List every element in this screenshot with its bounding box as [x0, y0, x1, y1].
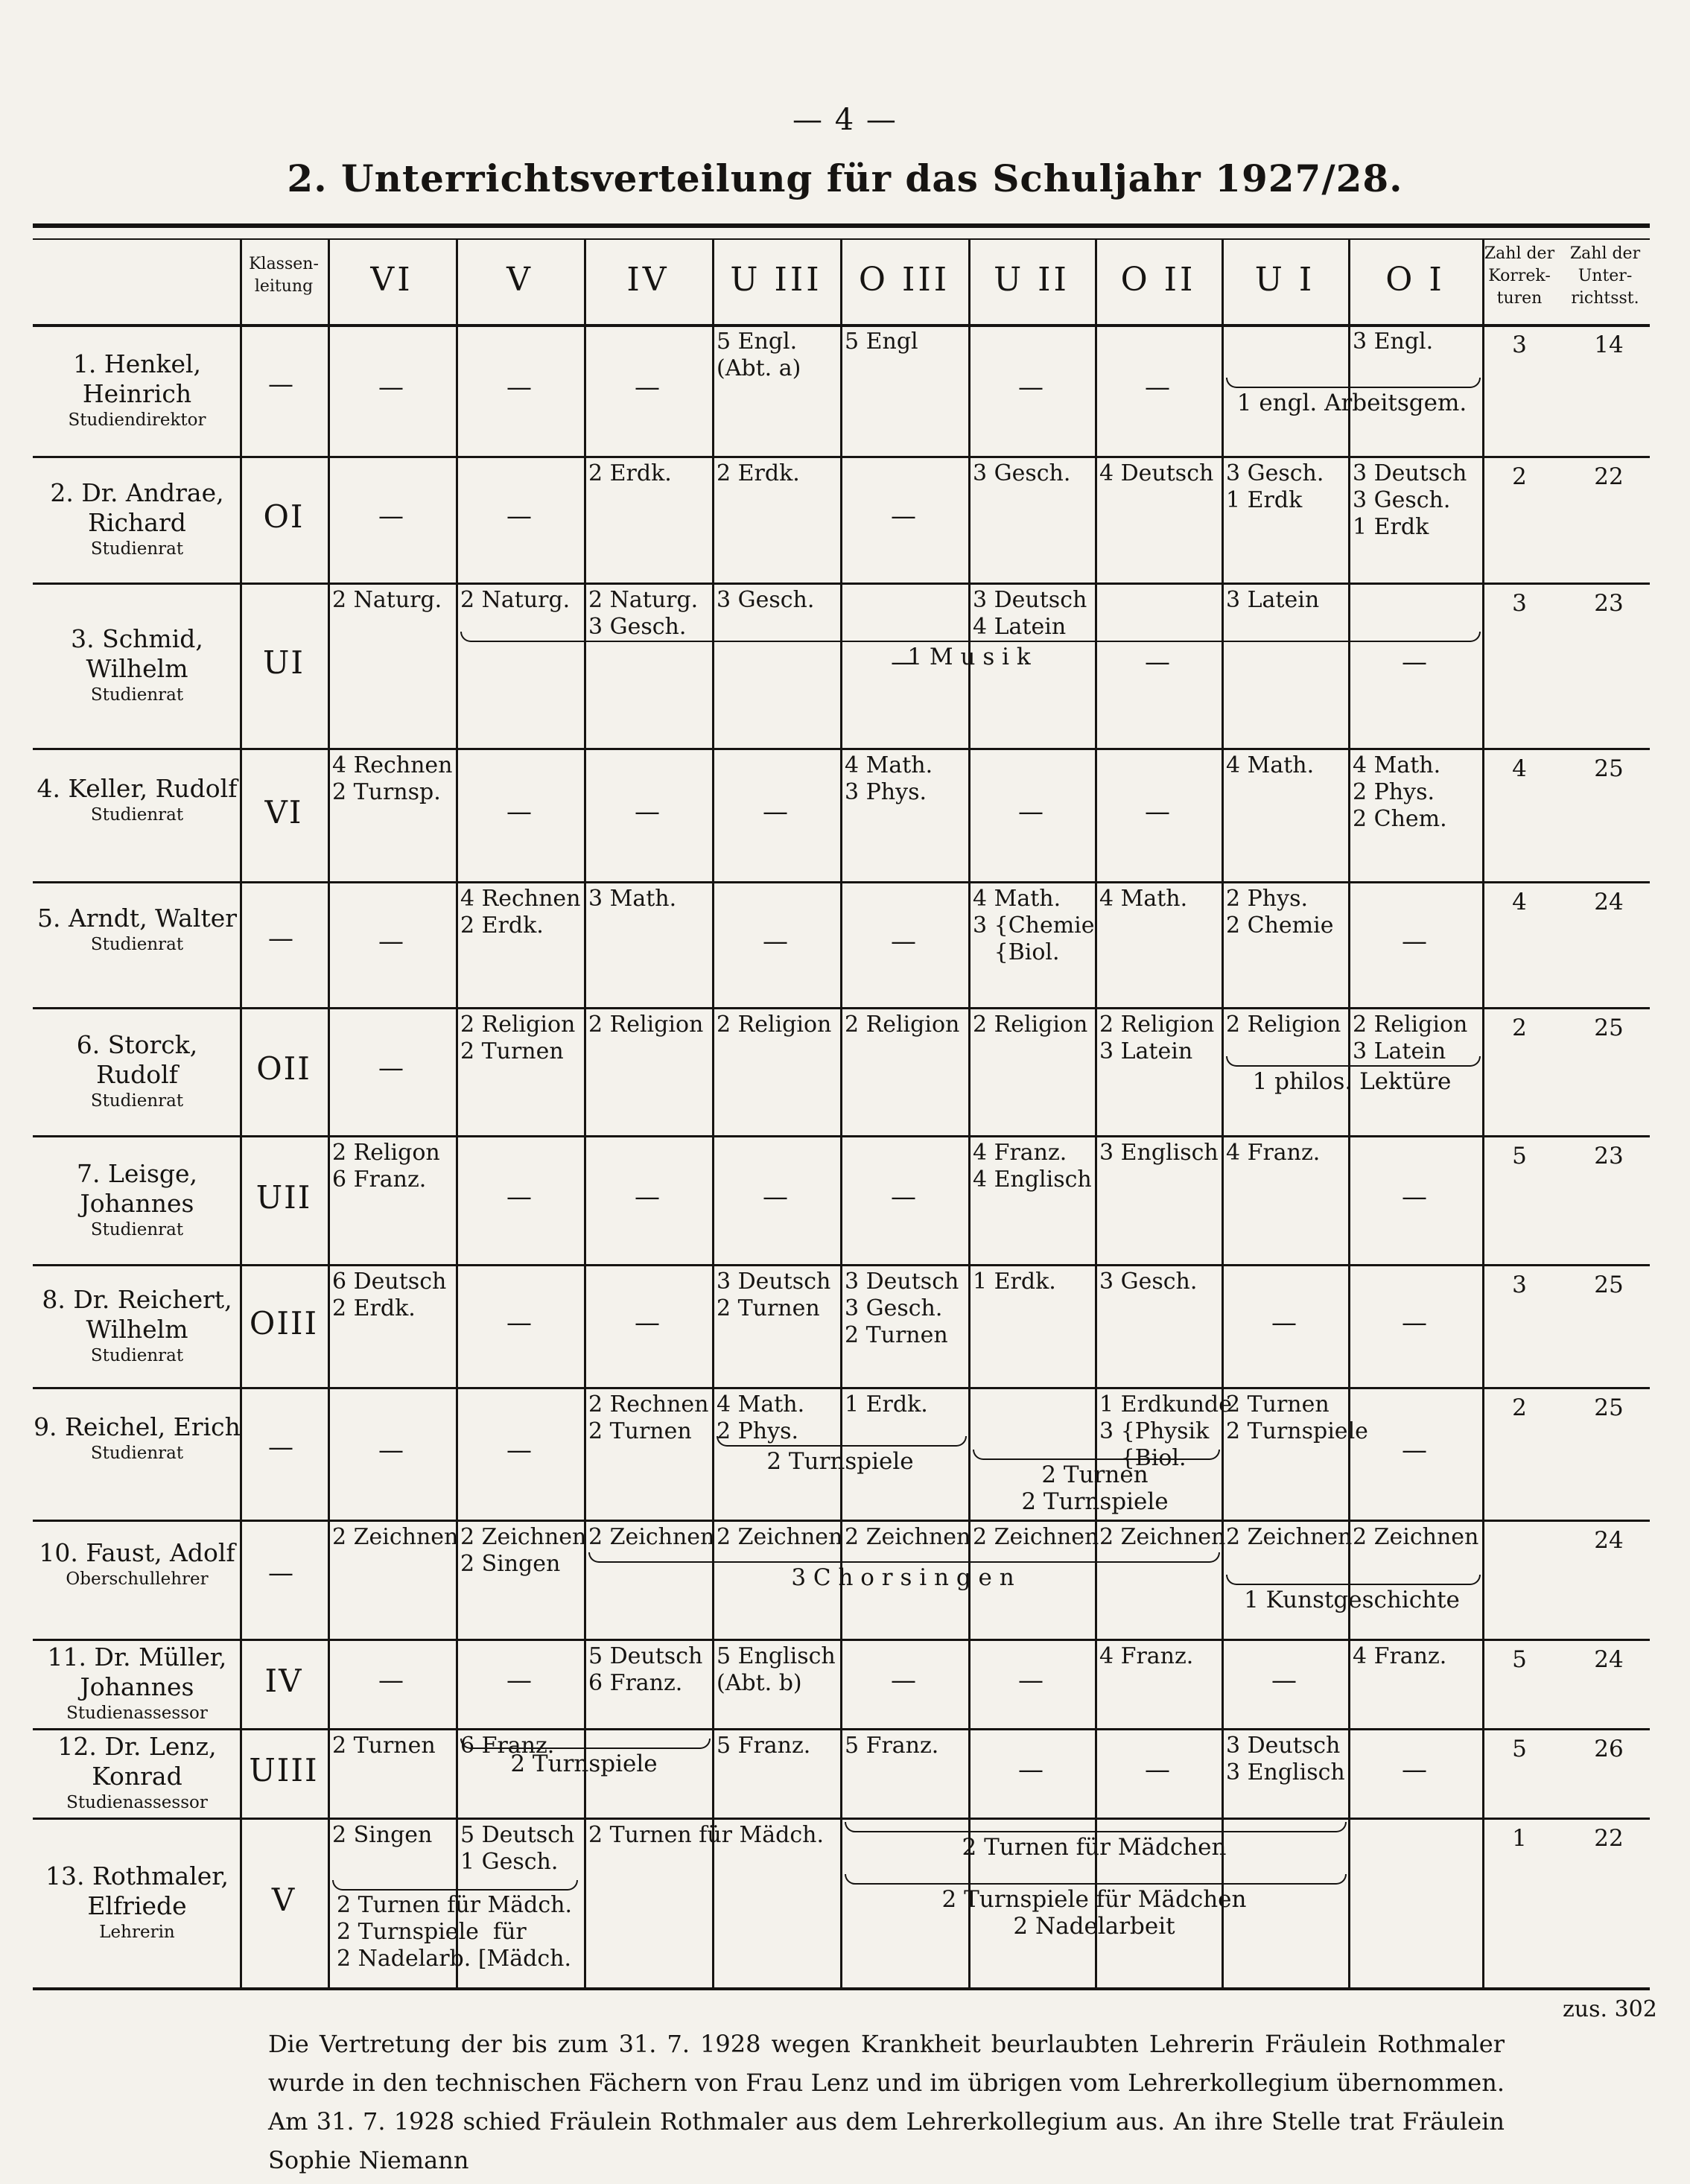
klassenleitung-cell: V [271, 1882, 296, 1918]
span-brace [588, 1552, 1220, 1563]
column-rule [584, 240, 586, 1987]
teacher-name [33, 1861, 241, 1943]
empty-cell-dash: — [506, 1307, 532, 1338]
subject-cell: 2 Zeichnen [973, 1524, 1099, 1550]
teacher-name [33, 1412, 241, 1464]
header-klassenleitung: Klassen- leitung [249, 255, 319, 296]
subject-cell: 4 Franz. [1353, 1643, 1447, 1669]
korrekturen-cell: 4 [1512, 755, 1527, 782]
klassenleitung-cell: OIII [249, 1304, 319, 1342]
empty-cell-dash: — [506, 501, 532, 531]
teacher-rank: Studienassessor [66, 1704, 208, 1723]
empty-cell-dash: — [1145, 647, 1170, 677]
empty-cell-dash: — [1018, 1755, 1043, 1785]
span-brace [845, 1822, 1347, 1832]
page-title: 2. Unterrichtsverteilung für das Schuljahr 1927/28. [287, 156, 1403, 200]
klassenleitung-cell: OII [256, 1050, 311, 1087]
empty-cell-dash: — [378, 926, 404, 956]
korrekturen-cell: 2 [1512, 1015, 1527, 1041]
teacher-name [33, 904, 241, 956]
subject-cell: 1 Erdkunde 3 {Physik {Biol. [1099, 1391, 1232, 1471]
subject-cell: 3 Gesch. [973, 460, 1071, 486]
subject-cell: 4 Math. 3 Phys. [845, 752, 933, 805]
footnote: Die Vertretung der bis zum 31. 7. 1928 wegen Krankheit beurlaubten Lehrerin Fräulein Rothmaler wurde in den technischen Fächern von Frau Lenz und im übrigen vom Lehrerkollegium übernommen. Am 31. 7. 1928 schied Fräulein Rothmaler aus dem Lehrerkollegium aus. An ihre Stelle trat Fräulein Sophie Niemann [268, 2030, 1505, 2174]
teacher-name [33, 1285, 241, 1367]
teacher-rank: Oberschullehrer [66, 1569, 209, 1589]
header-class: VI [370, 261, 413, 299]
teacher-name [33, 624, 241, 706]
subject-cell: 2 Religion [845, 1012, 960, 1038]
teacher-name-text: 8. Dr. Reichert, Wilhelm [42, 1284, 232, 1344]
subject-cell: 4 Math. [1226, 752, 1315, 778]
span3-label: 2 Turnen für Mädch. 2 Turnspiele für 2 Nadelarb. [Mädch. [337, 1892, 572, 1972]
korrekturen-cell: 5 [1512, 1646, 1527, 1673]
korrekturen-cell: 3 [1512, 331, 1527, 358]
subject-cell: 2 Zeichnen [332, 1524, 459, 1550]
empty-cell-dash: — [378, 1435, 404, 1465]
subject-cell: 3 Deutsch 3 Gesch. 1 Erdk [1353, 460, 1467, 540]
teacher-name-text: 5. Arndt, Walter [36, 903, 238, 933]
klassenleitung-dash: — [268, 923, 293, 953]
subject-cell: 2 Zeichnen [1353, 1524, 1479, 1550]
subject-cell: 2 Erdk. [588, 460, 672, 486]
subject-cell: 5 Deutsch 1 Gesch. [460, 1822, 575, 1875]
teacher-rank: Lehrerin [99, 1923, 175, 1942]
subject-cell: 6 Franz. [460, 1733, 555, 1759]
empty-cell-dash: — [763, 926, 788, 956]
subject-cell: 4 Franz. 4 Englisch [973, 1140, 1092, 1193]
korrekturen-cell: 2 [1512, 1394, 1527, 1421]
empty-cell-dash: — [1402, 1755, 1427, 1785]
span-label: 1 engl. Arbeitsgem. [1236, 390, 1467, 416]
teacher-rank: Studienrat [90, 804, 184, 825]
subject-cell: 1 Erdk. [845, 1391, 928, 1418]
teacher-name-text: 9. Reichel, Erich [34, 1412, 241, 1441]
subject-cell: 2 Zeichnen [588, 1524, 715, 1550]
korrekturen-cell: 3 [1512, 590, 1527, 617]
span2-label: 2 Turnspiele für Mädchen 2 Nadelarbeit [941, 1886, 1247, 1940]
empty-cell-dash: — [378, 1053, 404, 1083]
subject-cell: 4 Franz. [1099, 1643, 1194, 1669]
empty-cell-dash: — [635, 372, 660, 402]
empty-cell-dash: — [1145, 1755, 1170, 1785]
empty-cell-dash: — [635, 796, 660, 827]
row-rule [33, 1987, 1650, 1990]
span-label: 2 Turnspiele [766, 1448, 914, 1475]
empty-cell-dash: — [378, 501, 404, 531]
empty-cell-dash: — [1402, 926, 1427, 956]
teacher-name-text: 4. Keller, Rudolf [36, 773, 238, 803]
subject-cell: 1 Erdk. [973, 1269, 1056, 1295]
teacher-name-text: 12. Dr. Lenz, Konrad [57, 1732, 217, 1791]
subject-cell: 2 Turnen 2 Turnspiele [1226, 1391, 1368, 1444]
span-brace [460, 1739, 711, 1749]
subject-cell: 5 Englisch (Abt. b) [717, 1643, 836, 1696]
empty-cell-dash: — [506, 1181, 532, 1212]
empty-cell-dash: — [506, 372, 532, 402]
empty-cell-dash: — [506, 1435, 532, 1465]
korrekturen-cell: 2 [1512, 463, 1527, 490]
subject-cell: 2 Religion [1226, 1012, 1341, 1038]
empty-cell-dash: — [1018, 796, 1043, 827]
teacher-name-text: 10. Faust, Adolf [39, 1538, 235, 1567]
klassenleitung-cell: UI [263, 644, 305, 681]
header-class: U II [994, 261, 1070, 299]
subject-cell: 3 Gesch. [1099, 1269, 1198, 1295]
header-class: U I [1254, 261, 1315, 299]
header-stunden: Zahl der Unter- richtsst. [1569, 244, 1641, 308]
stunden-cell: 26 [1594, 1736, 1624, 1762]
teacher-name-text: 2. Dr. Andrae, Richard [50, 478, 224, 537]
stunden-cell: 25 [1594, 1272, 1624, 1298]
column-rule [1348, 240, 1350, 1987]
klassenleitung-cell: UII [255, 1178, 312, 1216]
teacher-name [33, 774, 241, 826]
empty-cell-dash: — [763, 1181, 788, 1212]
korrekturen-cell: 3 [1512, 1272, 1527, 1298]
empty-cell-dash: — [891, 926, 916, 956]
subject-cell: 3 Deutsch 2 Turnen [717, 1269, 831, 1321]
stunden-cell: 14 [1594, 331, 1624, 358]
empty-cell-dash: — [1402, 1307, 1427, 1338]
empty-cell-dash: — [1271, 1307, 1297, 1338]
span-label: 1 philos. Lektüre [1252, 1068, 1452, 1095]
subject-cell: 2 Naturg. [332, 587, 442, 613]
stunden-cell: 22 [1594, 1825, 1624, 1852]
teacher-name-text: 1. Henkel, Heinrich [72, 349, 202, 408]
subject-cell: 3 Engl. [1353, 328, 1434, 355]
subject-cell: 4 Franz. [1226, 1140, 1321, 1166]
empty-cell-dash: — [891, 1181, 916, 1212]
subject-cell: 4 Rechnen 2 Turnsp. [332, 752, 453, 805]
subject-cell: 2 Religion 3 Latein [1353, 1012, 1468, 1064]
teacher-name [33, 349, 241, 431]
empty-cell-dash: — [1271, 1666, 1297, 1695]
subject-cell: 2 Zeichnen [845, 1524, 971, 1550]
teacher-name-text: 13. Rothmaler, Elfriede [45, 1861, 229, 1920]
korrekturen-cell: 5 [1512, 1143, 1527, 1169]
subject-cell: 3 Deutsch 4 Latein [973, 587, 1087, 640]
subject-cell: 3 Math. [588, 886, 677, 912]
header-class: IV [626, 261, 670, 299]
span3-brace [332, 1880, 578, 1891]
empty-cell-dash: — [1018, 1666, 1043, 1695]
subject-cell: 4 Math. [1099, 886, 1188, 912]
empty-cell-dash: — [1145, 372, 1170, 402]
subject-cell: 4 Rechnen 2 Erdk. [460, 886, 581, 939]
empty-cell-dash: — [1402, 1181, 1427, 1212]
subject-cell: 3 Deutsch 3 Gesch. 2 Turnen [845, 1269, 959, 1348]
empty-cell-dash: — [763, 796, 788, 827]
teacher-name-text: 6. Storck, Rudolf [76, 1030, 198, 1089]
empty-cell-dash: — [1018, 372, 1043, 402]
empty-cell-dash: — [378, 372, 404, 402]
subject-cell: 2 Singen [332, 1822, 433, 1848]
subject-cell: 5 Engl. (Abt. a) [717, 328, 801, 381]
header-class: U III [730, 261, 822, 299]
span-label: 2 Turnspiele [510, 1750, 658, 1777]
subject-cell: 2 Religion [588, 1012, 704, 1038]
empty-cell-dash: — [891, 1666, 916, 1695]
korrekturen-cell: 1 [1512, 1825, 1527, 1852]
subject-cell: 2 Naturg. 3 Gesch. [588, 587, 699, 640]
subject-cell: 5 Franz. [845, 1733, 939, 1759]
column-rule [1482, 240, 1484, 1987]
teacher-name [33, 1642, 241, 1724]
subject-cell: 3 Deutsch 3 Englisch [1226, 1733, 1345, 1785]
empty-cell-dash: — [1402, 1435, 1427, 1465]
subject-cell: 2 Religon 6 Franz. [332, 1140, 440, 1193]
empty-cell-dash: — [891, 647, 916, 677]
subject-cell: 3 Gesch. 1 Erdk [1226, 460, 1324, 513]
span-label: 1 M u s i k [907, 644, 1031, 670]
span2-brace [973, 1450, 1220, 1460]
klassenleitung-cell: OI [263, 498, 305, 535]
subject-cell: 2 Religion 3 Latein [1099, 1012, 1215, 1064]
span2-brace [1226, 1575, 1481, 1585]
teacher-rank: Studienrat [90, 934, 184, 954]
stunden-cell: 25 [1594, 1015, 1624, 1041]
teacher-name [33, 1732, 241, 1814]
header-class: O I [1385, 261, 1445, 299]
teacher-rank: Studienrat [90, 685, 184, 705]
subject-cell: 2 Religion [973, 1012, 1088, 1038]
teacher-name [33, 1159, 241, 1241]
span-brace [460, 632, 1481, 642]
subject-cell: 4 Deutsch [1099, 460, 1214, 486]
empty-cell-dash: — [1402, 647, 1427, 677]
teacher-rank: Studienrat [90, 1345, 184, 1365]
stunden-cell: 24 [1594, 889, 1624, 915]
empty-cell-dash: — [1145, 796, 1170, 827]
span-brace [717, 1436, 967, 1447]
klassenleitung-cell: UIII [249, 1752, 319, 1788]
teacher-rank: Studienrat [90, 1444, 184, 1463]
empty-cell-dash: — [378, 1666, 404, 1695]
top-rule [33, 223, 1650, 228]
column-rule [712, 240, 714, 1987]
span2-brace [845, 1874, 1347, 1885]
subject-cell: 3 Gesch. [717, 587, 815, 613]
teacher-rank: Studienassessor [66, 1793, 208, 1812]
empty-cell-dash: — [506, 796, 532, 827]
subject-cell: 2 Phys. 2 Chemie [1226, 886, 1334, 939]
column-rule [1095, 240, 1097, 1987]
subject-cell: 2 Zeichnen [717, 1524, 843, 1550]
stunden-cell: 23 [1594, 590, 1624, 617]
page-number: — 4 — [792, 103, 898, 137]
subject-cell: 2 Zeichnen 2 Singen [460, 1524, 587, 1577]
header-korrekturen: Zahl der Korrek- turen [1484, 244, 1555, 308]
subject-cell: 4 Math. 2 Phys. [717, 1391, 805, 1444]
column-rule [1222, 240, 1224, 1987]
total-hours: zus. 302 [1563, 1996, 1657, 2022]
teacher-name-text: 11. Dr. Müller, Johannes [47, 1642, 227, 1701]
subject-cell: 2 Erdk. [717, 460, 800, 486]
column-rule [840, 240, 842, 1987]
column-rule [968, 240, 971, 1987]
teacher-name [33, 1030, 241, 1112]
subject-cell: 4 Math. 2 Phys. 2 Chem. [1353, 752, 1447, 832]
teacher-name-text: 3. Schmid, Wilhelm [71, 624, 203, 683]
span2-label: 1 Kunstgeschichte [1244, 1587, 1460, 1613]
teacher-rank: Studienrat [90, 1219, 184, 1239]
klassenleitung-dash: — [268, 1558, 293, 1588]
subject-cell: 4 Math. 3 {Chemie {Biol. [973, 886, 1095, 965]
subject-cell: 2 Religion 2 Turnen [460, 1012, 576, 1064]
subject-cell: 3 Latein [1226, 587, 1320, 613]
subject-cell: 5 Engl [845, 328, 918, 355]
klassenleitung-dash: — [268, 1432, 293, 1462]
teacher-rank: Studienrat [90, 539, 184, 559]
column-rule [456, 240, 458, 1987]
span-brace [1226, 378, 1481, 388]
empty-cell-dash: — [891, 501, 916, 531]
korrekturen-cell: 5 [1512, 1736, 1527, 1762]
span-label: 2 Turnen für Mädchen [962, 1834, 1227, 1861]
stunden-cell: 24 [1594, 1646, 1624, 1673]
teacher-rank: Studienrat [90, 1091, 184, 1111]
subject-cell: 2 Religion [717, 1012, 832, 1038]
klassenleitung-cell: IV [264, 1663, 303, 1699]
subject-cell: 5 Deutsch 6 Franz. [588, 1643, 703, 1696]
klassenleitung-dash: — [268, 369, 293, 399]
span-label: 3 C h o r s i n g e n [791, 1564, 1014, 1591]
empty-cell-dash: — [635, 1307, 660, 1338]
header-class: O II [1120, 261, 1196, 299]
teacher-rank: Studiendirektor [68, 410, 206, 430]
span-brace [1226, 1056, 1481, 1067]
header-class: O III [858, 261, 950, 299]
teacher-name [33, 478, 241, 560]
stunden-cell: 25 [1594, 755, 1624, 782]
teacher-name-text: 7. Leisge, Johannes [76, 1158, 198, 1218]
empty-cell-dash: — [506, 1666, 532, 1695]
subject-cell: 3 Englisch [1099, 1140, 1219, 1166]
stunden-cell: 25 [1594, 1394, 1624, 1421]
column-rule [328, 240, 330, 1987]
subject-cell: 2 Zeichnen [1226, 1524, 1353, 1550]
subject-cell: 2 Rechnen 2 Turnen [588, 1391, 709, 1444]
stunden-cell: 24 [1594, 1527, 1624, 1554]
stunden-cell: 23 [1594, 1143, 1624, 1169]
korrekturen-cell: 4 [1512, 889, 1527, 915]
empty-cell-dash: — [635, 1181, 660, 1212]
subject-cell: 2 Zeichnen [1099, 1524, 1226, 1550]
subject-cell: 2 Naturg. [460, 587, 571, 613]
subject-cell: 5 Franz. [717, 1733, 811, 1759]
header-class: V [506, 261, 533, 299]
subject-cell: 2 Turnen [332, 1733, 436, 1759]
subject-cell: 2 Turnen für Mädch. [588, 1822, 824, 1848]
subject-cell: 6 Deutsch 2 Erdk. [332, 1269, 447, 1321]
stunden-cell: 22 [1594, 463, 1624, 490]
teacher-name [33, 1538, 241, 1590]
klassenleitung-cell: VI [264, 793, 303, 831]
span2-label: 2 Turnen 2 Turnspiele [1021, 1461, 1169, 1515]
